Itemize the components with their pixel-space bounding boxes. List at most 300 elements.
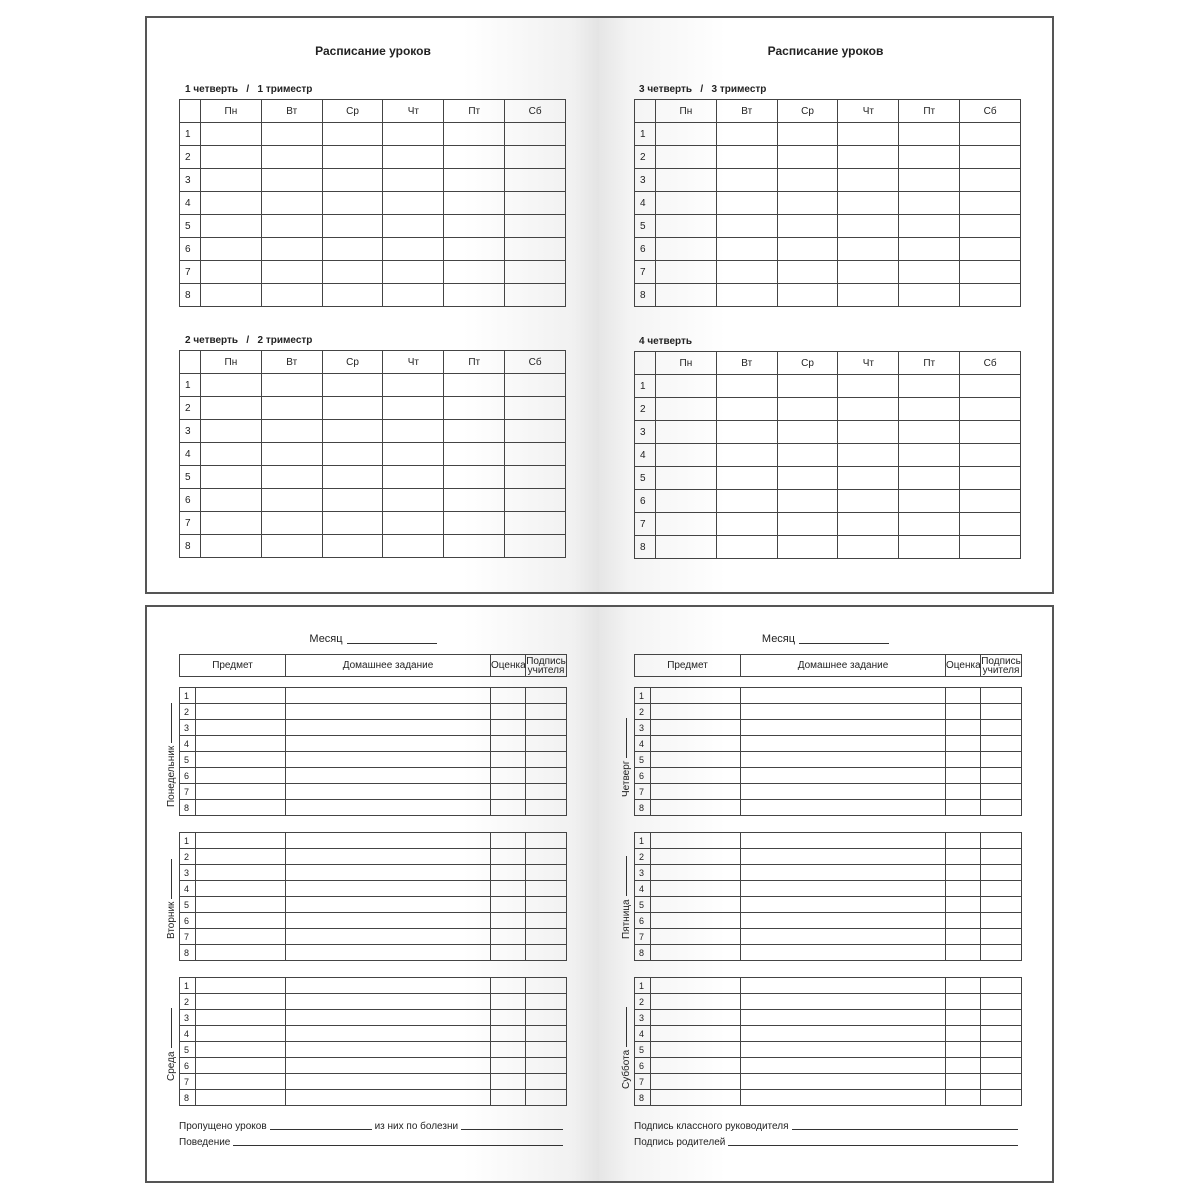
grade-cell[interactable] (946, 752, 981, 768)
grade-cell[interactable] (946, 784, 981, 800)
subject-cell[interactable] (196, 688, 286, 704)
lesson-cell[interactable] (201, 238, 262, 261)
lesson-cell[interactable] (444, 123, 505, 146)
homework-cell[interactable] (741, 736, 946, 752)
teacher-signature-cell[interactable] (526, 1058, 567, 1074)
lesson-cell[interactable] (261, 284, 322, 307)
teacher-signature-cell[interactable] (981, 784, 1022, 800)
lesson-cell[interactable] (444, 443, 505, 466)
grade-cell[interactable] (946, 833, 981, 849)
lesson-cell[interactable] (716, 490, 777, 513)
lesson-cell[interactable] (383, 123, 444, 146)
lesson-cell[interactable] (322, 420, 383, 443)
homework-cell[interactable] (741, 897, 946, 913)
subject-cell[interactable] (196, 720, 286, 736)
lesson-cell[interactable] (838, 375, 899, 398)
lesson-cell[interactable] (777, 398, 838, 421)
lesson-cell[interactable] (716, 284, 777, 307)
homework-cell[interactable] (741, 752, 946, 768)
teacher-signature-cell[interactable] (981, 752, 1022, 768)
lesson-cell[interactable] (201, 192, 262, 215)
lesson-cell[interactable] (444, 420, 505, 443)
lesson-cell[interactable] (777, 536, 838, 559)
homework-cell[interactable] (286, 994, 491, 1010)
grade-cell[interactable] (491, 720, 526, 736)
teacher-signature-cell[interactable] (981, 833, 1022, 849)
homework-cell[interactable] (286, 881, 491, 897)
lesson-cell[interactable] (261, 443, 322, 466)
subject-cell[interactable] (196, 1026, 286, 1042)
lesson-cell[interactable] (777, 123, 838, 146)
teacher-signature-cell[interactable] (526, 849, 567, 865)
lesson-cell[interactable] (716, 398, 777, 421)
subject-cell[interactable] (196, 945, 286, 961)
homework-cell[interactable] (741, 1026, 946, 1042)
lesson-cell[interactable] (261, 123, 322, 146)
subject-cell[interactable] (651, 704, 741, 720)
teacher-signature-cell[interactable] (526, 833, 567, 849)
subject-cell[interactable] (651, 897, 741, 913)
homework-cell[interactable] (286, 736, 491, 752)
lesson-cell[interactable] (777, 261, 838, 284)
homework-cell[interactable] (286, 1090, 491, 1106)
teacher-signature-cell[interactable] (526, 1042, 567, 1058)
lesson-cell[interactable] (716, 123, 777, 146)
grade-cell[interactable] (491, 1074, 526, 1090)
grade-cell[interactable] (491, 1010, 526, 1026)
lesson-cell[interactable] (656, 261, 717, 284)
lesson-cell[interactable] (261, 146, 322, 169)
lesson-cell[interactable] (383, 466, 444, 489)
lesson-cell[interactable] (960, 536, 1021, 559)
lesson-cell[interactable] (716, 536, 777, 559)
lesson-cell[interactable] (777, 421, 838, 444)
grade-cell[interactable] (491, 913, 526, 929)
teacher-signature-cell[interactable] (526, 945, 567, 961)
lesson-cell[interactable] (899, 467, 960, 490)
lesson-cell[interactable] (777, 444, 838, 467)
subject-cell[interactable] (196, 1074, 286, 1090)
homework-cell[interactable] (741, 768, 946, 784)
teacher-signature-cell[interactable] (981, 1058, 1022, 1074)
homework-cell[interactable] (741, 994, 946, 1010)
teacher-signature-cell[interactable] (526, 994, 567, 1010)
lesson-cell[interactable] (261, 466, 322, 489)
grade-cell[interactable] (491, 945, 526, 961)
lesson-cell[interactable] (656, 444, 717, 467)
lesson-cell[interactable] (716, 467, 777, 490)
lesson-cell[interactable] (201, 512, 262, 535)
lesson-cell[interactable] (716, 513, 777, 536)
grade-cell[interactable] (491, 1042, 526, 1058)
grade-cell[interactable] (946, 994, 981, 1010)
lesson-cell[interactable] (838, 238, 899, 261)
grade-cell[interactable] (946, 865, 981, 881)
grade-cell[interactable] (491, 704, 526, 720)
subject-cell[interactable] (651, 1074, 741, 1090)
homework-cell[interactable] (741, 978, 946, 994)
lesson-cell[interactable] (656, 421, 717, 444)
lesson-cell[interactable] (505, 512, 566, 535)
lesson-cell[interactable] (899, 238, 960, 261)
lesson-cell[interactable] (444, 489, 505, 512)
teacher-signature-cell[interactable] (981, 736, 1022, 752)
subject-cell[interactable] (651, 994, 741, 1010)
lesson-cell[interactable] (444, 215, 505, 238)
subject-cell[interactable] (196, 865, 286, 881)
homework-cell[interactable] (286, 865, 491, 881)
lesson-cell[interactable] (838, 398, 899, 421)
lesson-cell[interactable] (960, 146, 1021, 169)
grade-cell[interactable] (946, 1058, 981, 1074)
subject-cell[interactable] (651, 688, 741, 704)
lesson-cell[interactable] (505, 397, 566, 420)
homework-cell[interactable] (286, 929, 491, 945)
subject-cell[interactable] (651, 913, 741, 929)
subject-cell[interactable] (651, 768, 741, 784)
teacher-signature-cell[interactable] (981, 1026, 1022, 1042)
lesson-cell[interactable] (716, 375, 777, 398)
subject-cell[interactable] (196, 736, 286, 752)
homework-cell[interactable] (286, 784, 491, 800)
lesson-cell[interactable] (201, 466, 262, 489)
lesson-cell[interactable] (444, 261, 505, 284)
lesson-cell[interactable] (777, 513, 838, 536)
homework-cell[interactable] (286, 978, 491, 994)
lesson-cell[interactable] (444, 535, 505, 558)
grade-cell[interactable] (491, 1090, 526, 1106)
grade-cell[interactable] (946, 929, 981, 945)
lesson-cell[interactable] (656, 398, 717, 421)
behavior-field[interactable] (233, 1145, 563, 1146)
subject-cell[interactable] (196, 1090, 286, 1106)
grade-cell[interactable] (946, 704, 981, 720)
subject-cell[interactable] (196, 1058, 286, 1074)
teacher-signature-cell[interactable] (981, 929, 1022, 945)
lesson-cell[interactable] (444, 374, 505, 397)
subject-cell[interactable] (651, 833, 741, 849)
lesson-cell[interactable] (505, 123, 566, 146)
lesson-cell[interactable] (656, 215, 717, 238)
teacher-signature-cell[interactable] (981, 720, 1022, 736)
subject-cell[interactable] (196, 1042, 286, 1058)
homework-cell[interactable] (286, 1074, 491, 1090)
subject-cell[interactable] (651, 1010, 741, 1026)
lesson-cell[interactable] (960, 169, 1021, 192)
lesson-cell[interactable] (899, 375, 960, 398)
subject-cell[interactable] (651, 736, 741, 752)
lesson-cell[interactable] (383, 420, 444, 443)
subject-cell[interactable] (196, 913, 286, 929)
teacher-signature-cell[interactable] (526, 768, 567, 784)
grade-cell[interactable] (491, 978, 526, 994)
teacher-signature-cell[interactable] (526, 1074, 567, 1090)
grade-cell[interactable] (946, 978, 981, 994)
lesson-cell[interactable] (201, 261, 262, 284)
lesson-cell[interactable] (960, 490, 1021, 513)
lesson-cell[interactable] (656, 490, 717, 513)
teacher-signature-cell[interactable] (526, 752, 567, 768)
lesson-cell[interactable] (838, 421, 899, 444)
homework-cell[interactable] (741, 704, 946, 720)
lesson-cell[interactable] (261, 374, 322, 397)
lesson-cell[interactable] (838, 169, 899, 192)
grade-cell[interactable] (491, 865, 526, 881)
lesson-cell[interactable] (716, 238, 777, 261)
lesson-cell[interactable] (322, 397, 383, 420)
lesson-cell[interactable] (838, 536, 899, 559)
teacher-signature-cell[interactable] (981, 897, 1022, 913)
lesson-cell[interactable] (322, 238, 383, 261)
homework-cell[interactable] (286, 833, 491, 849)
teacher-signature-cell[interactable] (981, 1090, 1022, 1106)
homework-cell[interactable] (286, 849, 491, 865)
lesson-cell[interactable] (201, 169, 262, 192)
lesson-cell[interactable] (716, 421, 777, 444)
lesson-cell[interactable] (383, 443, 444, 466)
teacher-signature-cell[interactable] (526, 704, 567, 720)
subject-cell[interactable] (651, 881, 741, 897)
teacher-signature-cell[interactable] (526, 736, 567, 752)
lesson-cell[interactable] (838, 513, 899, 536)
grade-cell[interactable] (946, 1074, 981, 1090)
subject-cell[interactable] (196, 833, 286, 849)
lesson-cell[interactable] (322, 284, 383, 307)
subject-cell[interactable] (196, 752, 286, 768)
grade-cell[interactable] (946, 1010, 981, 1026)
lesson-cell[interactable] (261, 192, 322, 215)
lesson-cell[interactable] (716, 192, 777, 215)
homework-cell[interactable] (286, 1026, 491, 1042)
lesson-cell[interactable] (505, 284, 566, 307)
lesson-cell[interactable] (322, 192, 383, 215)
subject-cell[interactable] (196, 704, 286, 720)
subject-cell[interactable] (196, 768, 286, 784)
subject-cell[interactable] (651, 784, 741, 800)
grade-cell[interactable] (946, 800, 981, 816)
homework-cell[interactable] (286, 752, 491, 768)
subject-cell[interactable] (196, 881, 286, 897)
lesson-cell[interactable] (656, 192, 717, 215)
teacher-signature-cell[interactable] (526, 1026, 567, 1042)
teacher-signature-cell[interactable] (526, 897, 567, 913)
lesson-cell[interactable] (201, 123, 262, 146)
lesson-cell[interactable] (383, 238, 444, 261)
lesson-cell[interactable] (960, 375, 1021, 398)
lesson-cell[interactable] (505, 420, 566, 443)
lesson-cell[interactable] (960, 123, 1021, 146)
grade-cell[interactable] (946, 768, 981, 784)
homework-cell[interactable] (741, 833, 946, 849)
homework-cell[interactable] (741, 1010, 946, 1026)
lesson-cell[interactable] (261, 512, 322, 535)
lesson-cell[interactable] (201, 535, 262, 558)
subject-cell[interactable] (651, 865, 741, 881)
grade-cell[interactable] (946, 849, 981, 865)
homework-cell[interactable] (741, 849, 946, 865)
lesson-cell[interactable] (899, 261, 960, 284)
lesson-cell[interactable] (201, 146, 262, 169)
teacher-signature-cell[interactable] (526, 881, 567, 897)
homework-cell[interactable] (286, 945, 491, 961)
lesson-cell[interactable] (899, 421, 960, 444)
subject-cell[interactable] (196, 978, 286, 994)
parent-sign-field[interactable] (728, 1145, 1018, 1146)
lesson-cell[interactable] (322, 146, 383, 169)
lesson-cell[interactable] (261, 261, 322, 284)
lesson-cell[interactable] (383, 284, 444, 307)
grade-cell[interactable] (946, 897, 981, 913)
grade-cell[interactable] (946, 720, 981, 736)
teacher-signature-cell[interactable] (981, 1074, 1022, 1090)
lesson-cell[interactable] (444, 512, 505, 535)
lesson-cell[interactable] (322, 489, 383, 512)
lesson-cell[interactable] (322, 535, 383, 558)
lesson-cell[interactable] (505, 192, 566, 215)
lesson-cell[interactable] (656, 284, 717, 307)
lesson-cell[interactable] (716, 261, 777, 284)
lesson-cell[interactable] (899, 513, 960, 536)
grade-cell[interactable] (491, 897, 526, 913)
lesson-cell[interactable] (444, 146, 505, 169)
grade-cell[interactable] (491, 833, 526, 849)
lesson-cell[interactable] (960, 261, 1021, 284)
homework-cell[interactable] (286, 768, 491, 784)
subject-cell[interactable] (651, 849, 741, 865)
lesson-cell[interactable] (838, 490, 899, 513)
lesson-cell[interactable] (261, 535, 322, 558)
lesson-cell[interactable] (322, 374, 383, 397)
lesson-cell[interactable] (899, 398, 960, 421)
lesson-cell[interactable] (383, 261, 444, 284)
grade-cell[interactable] (946, 688, 981, 704)
lesson-cell[interactable] (261, 397, 322, 420)
grade-cell[interactable] (946, 881, 981, 897)
teacher-signature-cell[interactable] (981, 945, 1022, 961)
lesson-cell[interactable] (322, 261, 383, 284)
lesson-cell[interactable] (656, 146, 717, 169)
lesson-cell[interactable] (444, 192, 505, 215)
subject-cell[interactable] (196, 1010, 286, 1026)
teacher-signature-cell[interactable] (526, 865, 567, 881)
teacher-signature-cell[interactable] (981, 978, 1022, 994)
subject-cell[interactable] (196, 849, 286, 865)
lesson-cell[interactable] (444, 238, 505, 261)
lesson-cell[interactable] (201, 420, 262, 443)
grade-cell[interactable] (491, 849, 526, 865)
lesson-cell[interactable] (777, 284, 838, 307)
teacher-signature-cell[interactable] (981, 1010, 1022, 1026)
lesson-cell[interactable] (201, 374, 262, 397)
teacher-signature-cell[interactable] (981, 1042, 1022, 1058)
teacher-signature-cell[interactable] (526, 929, 567, 945)
lesson-cell[interactable] (201, 284, 262, 307)
teacher-signature-cell[interactable] (981, 800, 1022, 816)
lesson-cell[interactable] (444, 397, 505, 420)
lesson-cell[interactable] (322, 215, 383, 238)
lesson-cell[interactable] (960, 421, 1021, 444)
lesson-cell[interactable] (322, 466, 383, 489)
grade-cell[interactable] (946, 913, 981, 929)
homework-cell[interactable] (741, 881, 946, 897)
subject-cell[interactable] (651, 945, 741, 961)
subject-cell[interactable] (651, 1058, 741, 1074)
lesson-cell[interactable] (383, 215, 444, 238)
subject-cell[interactable] (196, 784, 286, 800)
lesson-cell[interactable] (322, 443, 383, 466)
grade-cell[interactable] (491, 1058, 526, 1074)
lesson-cell[interactable] (838, 123, 899, 146)
homework-cell[interactable] (741, 784, 946, 800)
teacher-signature-cell[interactable] (981, 768, 1022, 784)
lesson-cell[interactable] (201, 215, 262, 238)
grade-cell[interactable] (946, 1090, 981, 1106)
grade-cell[interactable] (491, 1026, 526, 1042)
teacher-sign-field[interactable] (792, 1129, 1019, 1130)
lesson-cell[interactable] (322, 123, 383, 146)
subject-cell[interactable] (196, 897, 286, 913)
subject-cell[interactable] (651, 929, 741, 945)
lesson-cell[interactable] (838, 444, 899, 467)
grade-cell[interactable] (946, 945, 981, 961)
teacher-signature-cell[interactable] (526, 784, 567, 800)
subject-cell[interactable] (651, 1042, 741, 1058)
homework-cell[interactable] (741, 1074, 946, 1090)
lesson-cell[interactable] (505, 466, 566, 489)
lesson-cell[interactable] (656, 513, 717, 536)
teacher-signature-cell[interactable] (981, 881, 1022, 897)
lesson-cell[interactable] (505, 146, 566, 169)
homework-cell[interactable] (741, 720, 946, 736)
homework-cell[interactable] (286, 720, 491, 736)
lesson-cell[interactable] (899, 215, 960, 238)
grade-cell[interactable] (491, 752, 526, 768)
lesson-cell[interactable] (261, 420, 322, 443)
grade-cell[interactable] (946, 736, 981, 752)
grade-cell[interactable] (491, 768, 526, 784)
lesson-cell[interactable] (899, 490, 960, 513)
lesson-cell[interactable] (899, 536, 960, 559)
lesson-cell[interactable] (899, 284, 960, 307)
homework-cell[interactable] (286, 1058, 491, 1074)
subject-cell[interactable] (651, 978, 741, 994)
lesson-cell[interactable] (777, 490, 838, 513)
lesson-cell[interactable] (960, 192, 1021, 215)
lesson-cell[interactable] (899, 146, 960, 169)
lesson-cell[interactable] (777, 192, 838, 215)
lesson-cell[interactable] (261, 489, 322, 512)
subject-cell[interactable] (196, 994, 286, 1010)
lesson-cell[interactable] (444, 169, 505, 192)
subject-cell[interactable] (196, 800, 286, 816)
grade-cell[interactable] (491, 881, 526, 897)
lesson-cell[interactable] (383, 146, 444, 169)
teacher-signature-cell[interactable] (526, 1010, 567, 1026)
homework-cell[interactable] (741, 688, 946, 704)
lesson-cell[interactable] (505, 374, 566, 397)
sick-field[interactable] (461, 1129, 563, 1130)
lesson-cell[interactable] (261, 169, 322, 192)
lesson-cell[interactable] (201, 489, 262, 512)
month-input-line[interactable] (347, 643, 437, 644)
lesson-cell[interactable] (383, 397, 444, 420)
lesson-cell[interactable] (838, 261, 899, 284)
lesson-cell[interactable] (656, 169, 717, 192)
teacher-signature-cell[interactable] (526, 688, 567, 704)
teacher-signature-cell[interactable] (981, 704, 1022, 720)
teacher-signature-cell[interactable] (526, 913, 567, 929)
lesson-cell[interactable] (444, 284, 505, 307)
